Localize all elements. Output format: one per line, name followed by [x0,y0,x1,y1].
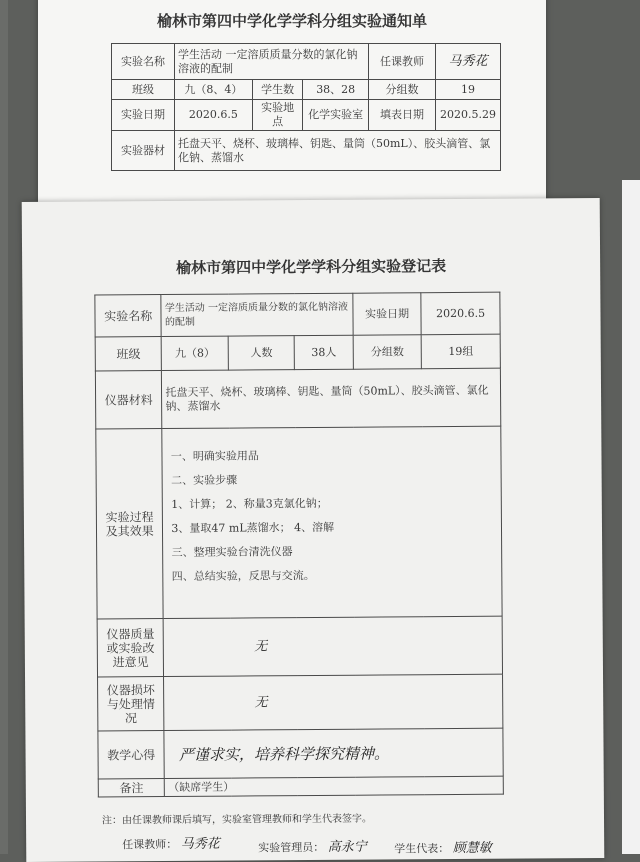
notice-table [111,43,501,171]
sign-teacher-label: 任课教师： [122,837,178,852]
notice-class-label: 班级 [112,80,175,100]
background-edge [0,0,8,854]
notice-fill-date-label: 填表日期 [369,100,436,131]
register-quality-label: 仪器质量或实验改进意见 [97,619,164,677]
register-date-label: 实验日期 [353,293,422,335]
notice-location-value: 化学实验室 [303,100,369,131]
process-line: 一、明确实验用品 [170,449,259,463]
notice-teacher-value: 马秀花 [436,44,501,80]
notice-equip-value: 托盘天平、烧杯、玻璃棒、钥匙、量筒（50mL）、胶头滴管、氯化钠、蒸馏水 [175,131,501,171]
register-groups-label: 分组数 [353,335,422,369]
register-name-value: 学生活动 一定溶质质量分数的氯化钠溶液的配制 [161,293,353,336]
notice-date-value: 2020.6.5 [175,100,253,131]
register-table [94,292,504,798]
register-class-label: 班级 [95,337,162,371]
register-count-value: 38人 [295,335,354,369]
register-damage-label: 仪器损坏与处理情况 [98,677,165,731]
sign-teacher [122,833,220,853]
sign-admin [258,836,367,856]
sign-student-label: 学生代表： [394,842,450,856]
register-insight-label: 教学心得 [98,731,165,779]
register-groups-value: 19组 [421,334,500,369]
notice-sheet [38,0,546,228]
notice-students-value: 38、28 [303,80,369,100]
sign-admin-value: 高永宁 [327,839,367,855]
notice-teacher-label: 任课教师 [369,44,436,80]
process-line: 二、实验步骤 [170,473,238,487]
sign-admin-label: 实验管理员： [258,840,325,855]
register-damage-value: 无 [164,674,503,730]
register-quality-value: 无 [164,616,503,676]
sign-teacher-value: 马秀花 [180,836,220,852]
notice-location-label: 实验地点 [252,100,303,131]
register-remark-value: （缺席学生） [165,776,504,796]
register-class-value: 九（8） [162,336,229,370]
notice-groups-label: 分组数 [369,80,436,100]
process-line: 1、计算； 2、称量3克氯化钠； [171,496,328,511]
sign-student-value: 顾慧敏 [452,840,492,857]
notice-fill-date-value: 2020.5.29 [436,100,501,131]
notice-date-label: 实验日期 [112,100,175,131]
sign-student [394,837,492,857]
notice-name-value: 学生活动 一定溶质质量分数的氯化钠溶液的配制 [175,44,369,80]
register-insight-value: 严谨求实，培养科学探究精神。 [164,728,503,778]
register-equip-label: 仪器材料 [95,371,162,429]
process-line: 四、总结实验，反思与交流。 [171,568,315,583]
process-line: 3、量取47 mL蒸馏水； 4、溶解 [171,520,335,535]
register-count-label: 人数 [228,336,295,370]
register-process-content [162,426,502,618]
notice-title: 榆林市第四中学化学学科分组实验通知单 [156,12,427,30]
notice-groups-value: 19 [436,80,501,100]
notice-equip-label: 实验器材 [112,131,175,171]
register-process-label: 实验过程及其效果 [96,429,164,619]
notice-name-label: 实验名称 [112,44,175,80]
register-sheet [22,198,605,862]
register-name-label: 实验名称 [95,295,162,337]
register-title: 榆林市第四中学化学学科分组实验登记表 [176,257,447,277]
register-equip-value: 托盘天平、烧杯、玻璃棒、钥匙、量筒（50mL）、胶头滴管、氯化钠、蒸馏水 [162,368,501,428]
register-remark-label: 备注 [98,779,165,797]
register-note: 注：由任课教师课后填写，实验室管理教师和学生代表签字。 [101,813,373,827]
background-sheet [622,180,640,854]
notice-class-value: 九（8、4） [175,80,253,100]
register-date-value: 2020.6.5 [421,292,500,335]
process-line: 三、整理实验台清洗仪器 [171,545,293,559]
notice-students-label: 学生数 [252,80,303,100]
